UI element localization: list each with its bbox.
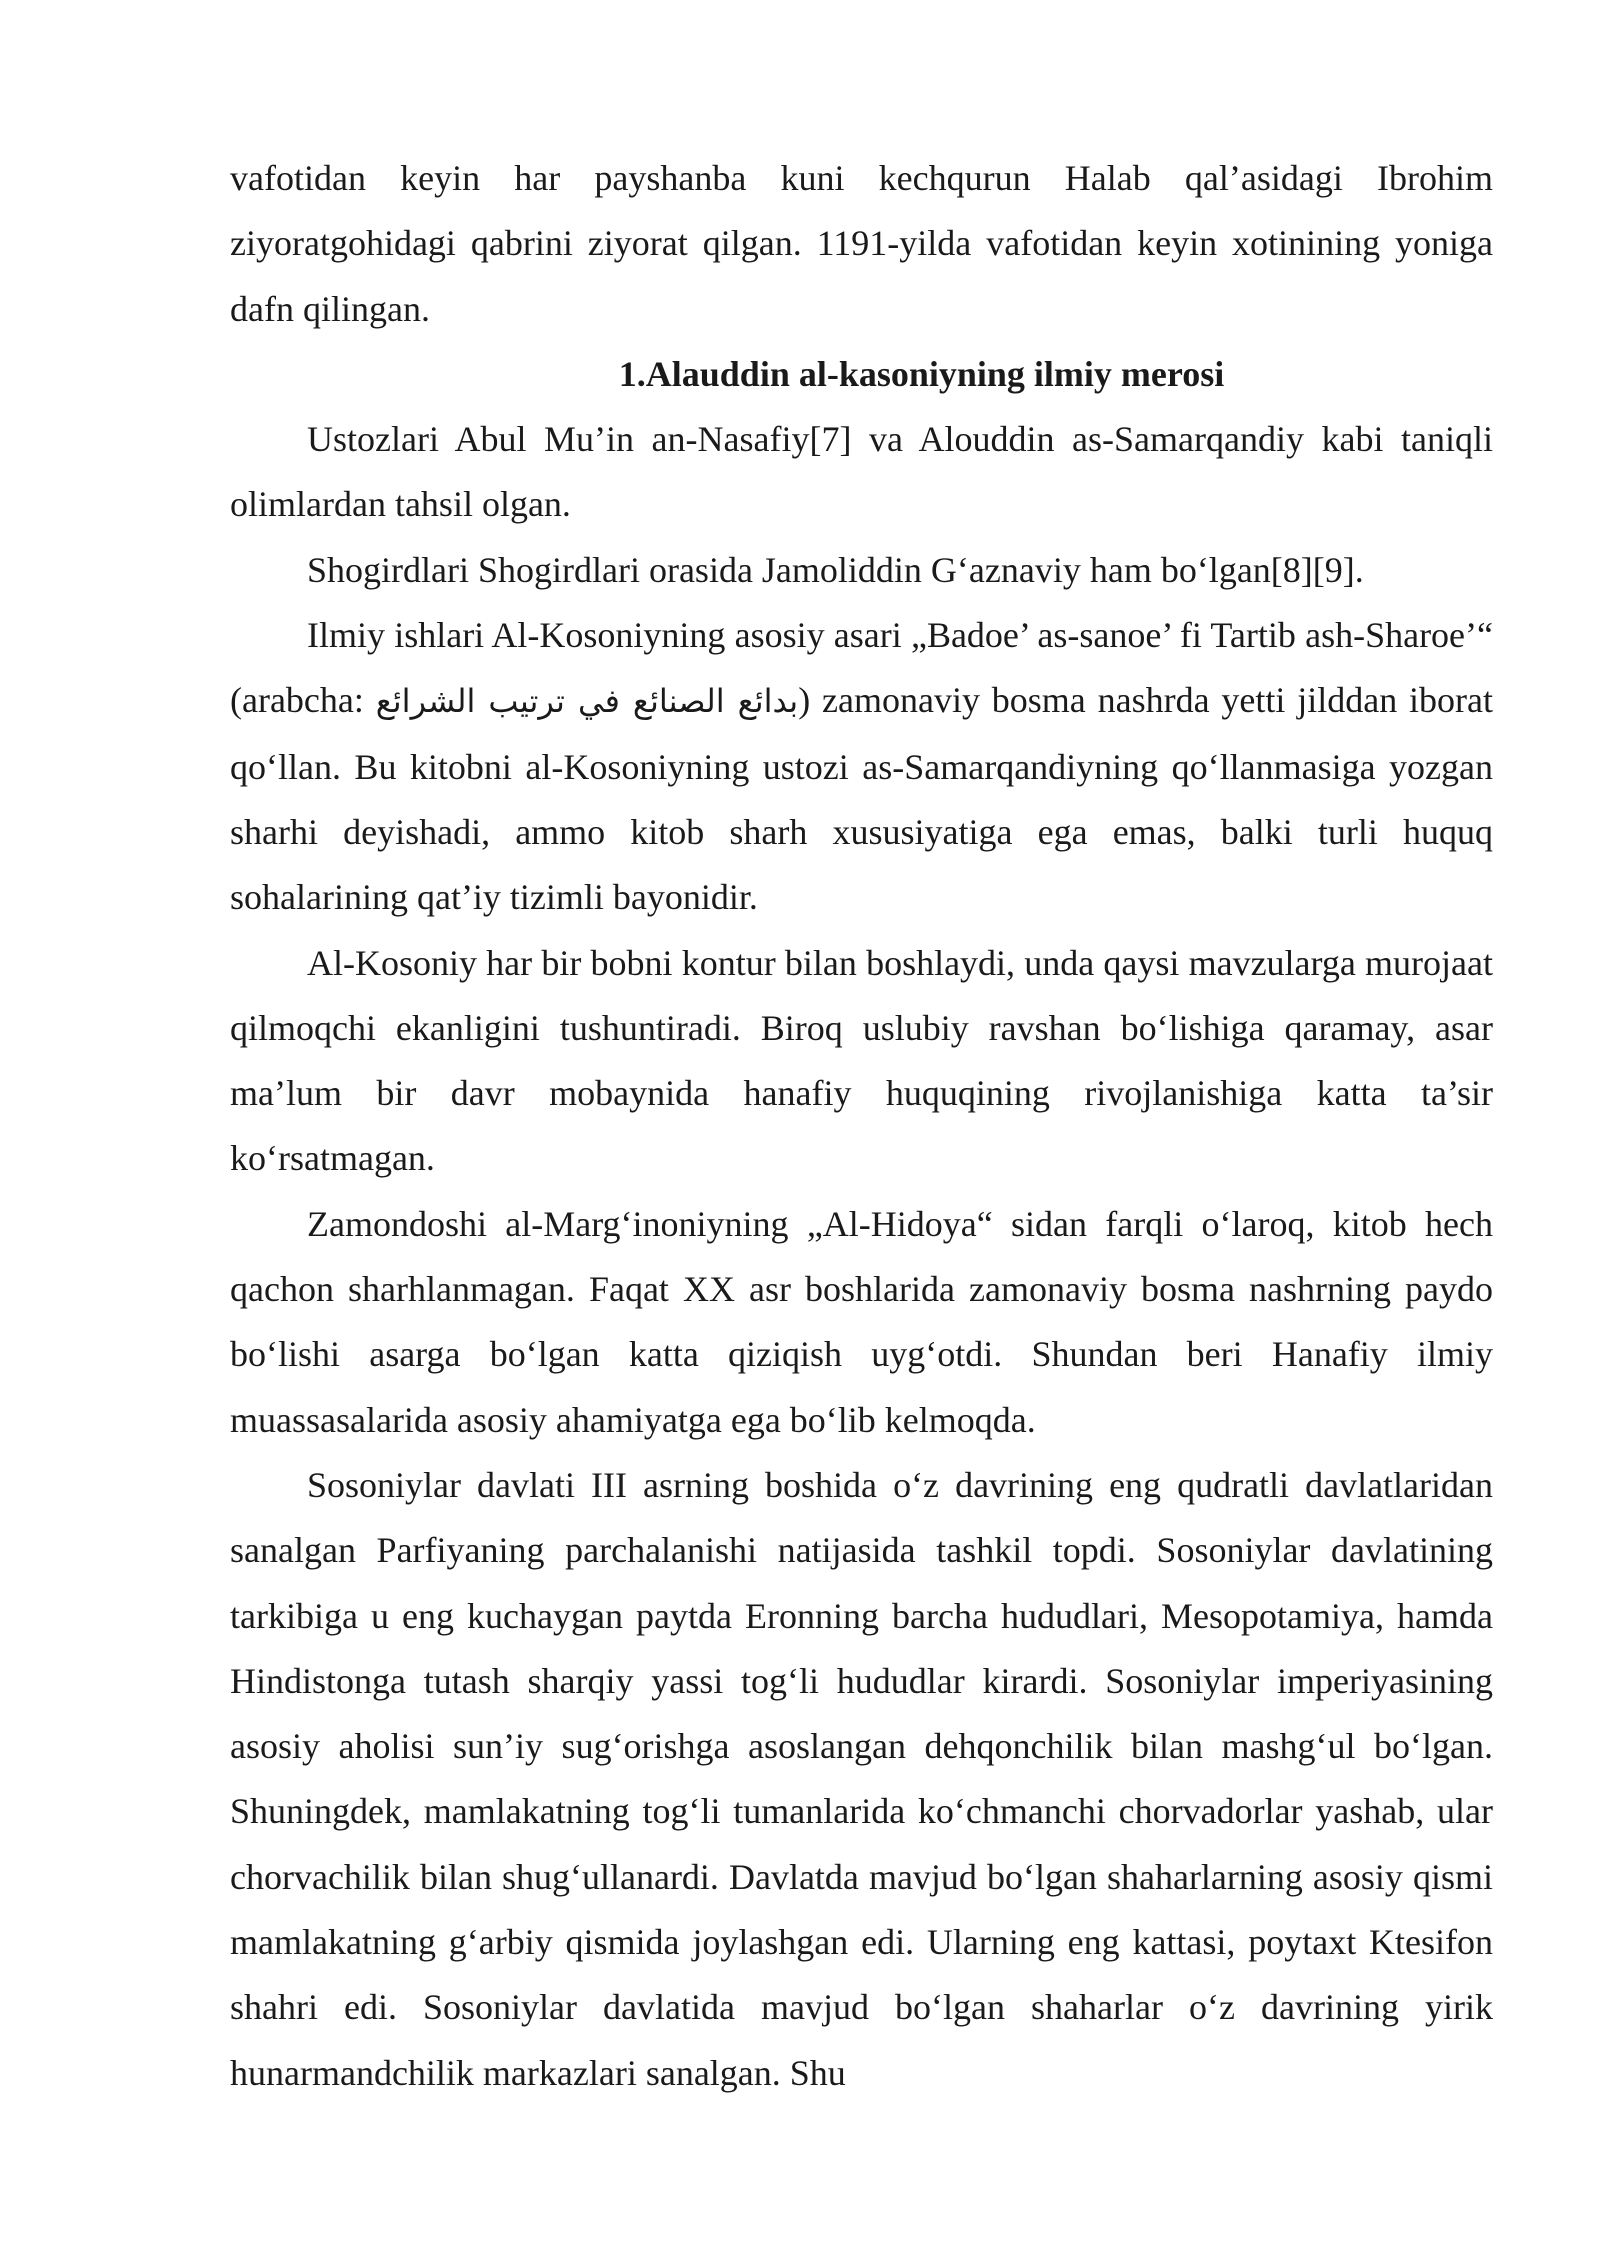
section-heading: 1.Alauddin al-kasoniyning ilmiy merosi (618, 353, 1225, 394)
paragraph-continuation: vafotidan keyin har payshanba kuni kechqurun Halab qal’asidagi Ibrohim ziyoratgohidagi qabrini ziyorat qilgan. 1191-yilda vafotidan keyin xotinining yoniga dafn qilingan. (230, 158, 1493, 329)
paragraph-scientific-works-text-end: ) zamonaviy bosma nashrda yetti jilddan iborat qo‘llan. Bu kitobni al-Kosoniyning ustozi as-Samarqandiyning qo‘llanmasiga yozgan sharhi deyishadi, ammo kitob sharh xususiyatiga ega emas, balki turli huquq sohalarining qat’iy tizimli bayonidir. (230, 680, 1494, 918)
arabic-title: بدائع الصنائع في ترتيب الشرائع (375, 682, 799, 721)
paragraph-structure: Al-Kosoniy har bir bobni kontur bilan boshlaydi, unda qaysi mavzularga murojaat qilmoqchi ekanligini tushuntiradi. Biroq uslubiy ravshan bo‘lishiga qaramay, asar ma’lum bir davr mobaynida hanafiy huquqining rivojlanishiga katta ta’sir ko‘rsatmagan. (230, 942, 1493, 1179)
document-body (230, 146, 1493, 2106)
paragraph-scientific-works (230, 603, 1493, 930)
paragraph-sasanian-state: Sosoniylar davlati III asrning boshida o‘z davrining eng qudratli davlatlaridan sanalgan Parfiyaning parchalanishi natijasida tashkil topdi. Sosoniylar davlatining tarkibiga u eng kuchaygan paytda Eronning barcha hududlari, Mesopotamiya, hamda Hindistonga tutash sharqiy yassi tog‘li hududlar kirardi. Sosoniylar imperiyasining asosiy aholisi sun’iy sug‘orishga asoslangan dehqonchilik bilan mashg‘ul bo‘lgan. Shuningdek, mamlakatning tog‘li tumanlarida ko‘chmanchi chorvadorlar yashab, ular chorvachilik bilan shug‘ullanardi. Davlatda mavjud bo‘lgan shaharlarning asosiy qismi mamlakatning g‘arbiy qismida joylashgan edi. Ularning eng kattasi, poytaxt Ktesifon shahri edi. Sosoniylar davlatida mavjud bo‘lgan shaharlar o‘z davrining yirik hunarmandchilik markazlari sanalgan. Shu (230, 1464, 1493, 2093)
paragraph-students: Shogirdlari Shogirdlari orasida Jamoliddin G‘aznaviy ham bo‘lgan[8][9]. (307, 549, 1364, 590)
paragraph-teachers: Ustozlari Abul Mu’in an-Nasafiy[7] va Alouddin as-Samarqandiy kabi taniqli olimlardan tahsil olgan. (230, 419, 1493, 525)
paragraph-hidoya-comparison: Zamondoshi al-Marg‘inoniyning „Al-Hidoya“ sidan farqli o‘laroq, kitob hech qachon sharhlanmagan. Faqat XX asr boshlarida zamonaviy bosma nashrning paydo bo‘lishi asarga bo‘lgan katta qiziqish uyg‘otdi. Shundan beri Hanafiy ilmiy muassasalarida asosiy ahamiyatga ega bo‘lib kelmoqda. (230, 1203, 1493, 1440)
paragraph-scientific-works-text-start: Ilmiy ishlari Al-Kosoniyning asosiy asari „Badoe’ as-sanoe’ fi Tartib ash-Sharoe’“ (arabcha: (230, 615, 1493, 721)
